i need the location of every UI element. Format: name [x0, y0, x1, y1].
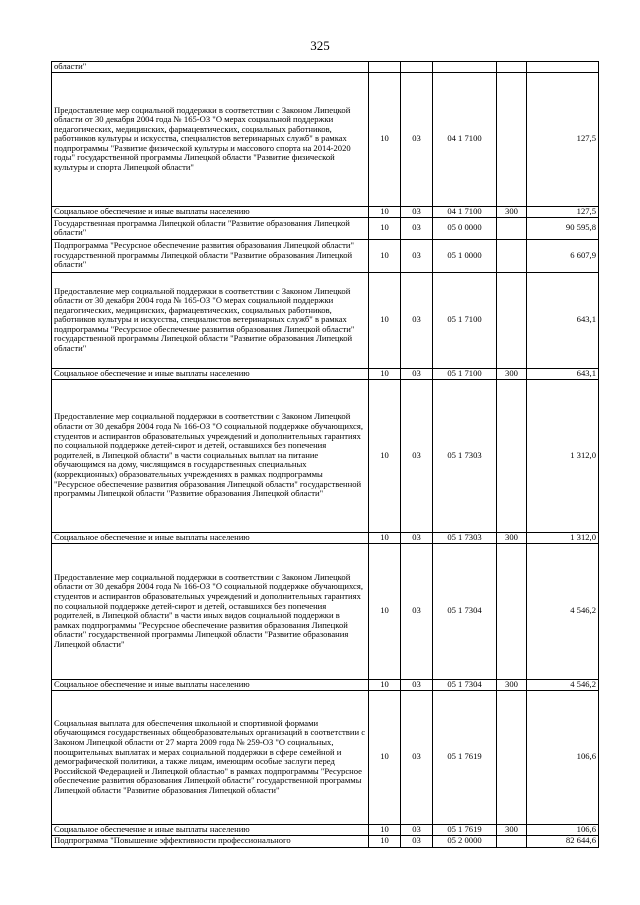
- row-amount-cell: 90 595,8: [527, 217, 599, 239]
- row-section-cell: 10: [369, 543, 401, 679]
- row-expense-type-cell: [497, 690, 527, 824]
- table-row: [52, 379, 599, 532]
- row-subsection-cell: 03: [401, 368, 433, 379]
- row-subsection-cell: 03: [401, 679, 433, 690]
- row-subsection-cell: 03: [401, 379, 433, 532]
- row-target-code-cell: 04 1 7100: [433, 206, 497, 217]
- row-amount-cell: 127,5: [527, 206, 599, 217]
- row-expense-type-cell: 300: [497, 532, 527, 543]
- table-row: [52, 679, 599, 690]
- row-name-cell: Предоставление мер социальной поддержки в соответствии с Законом Липецкой области от 30 декабря 2004 года № 166-ОЗ "О социальной поддержке обучающихся, студентов и аспирантов образовательных учреждений и дополнительных гарантиях по социальной поддержке детей-сирот и детей, оставшихся без попечения родителей, в Липецкой области" в части иных видов социальной поддержки в рамках подпрограммы "Ресурсное обеспечение развития образования Липецкой области" государственной программы Липецкой области "Развитие образования Липецкой области": [52, 543, 369, 679]
- row-target-code-cell: 05 1 7303: [433, 532, 497, 543]
- row-expense-type-cell: 300: [497, 368, 527, 379]
- row-target-code-cell: 05 1 7619: [433, 690, 497, 824]
- row-section-cell: [369, 62, 401, 73]
- row-expense-type-cell: [497, 543, 527, 679]
- row-target-code-cell: 05 1 7100: [433, 272, 497, 368]
- row-section-cell: 10: [369, 368, 401, 379]
- row-target-code-cell: 05 1 0000: [433, 239, 497, 272]
- row-target-code-cell: 04 1 7100: [433, 72, 497, 206]
- page-number: 325: [310, 38, 330, 53]
- row-amount-cell: 127,5: [527, 72, 599, 206]
- row-target-code-cell: 05 0 0000: [433, 217, 497, 239]
- table-row: [52, 272, 599, 368]
- row-section-cell: 10: [369, 206, 401, 217]
- table-row: [52, 368, 599, 379]
- row-expense-type-cell: [497, 272, 527, 368]
- row-amount-cell: 643,1: [527, 368, 599, 379]
- row-subsection-cell: 03: [401, 239, 433, 272]
- budget-table: [51, 61, 599, 848]
- row-expense-type-cell: 300: [497, 206, 527, 217]
- table-row: [52, 62, 599, 73]
- table-row: [52, 690, 599, 824]
- row-amount-cell: 106,6: [527, 824, 599, 835]
- row-subsection-cell: [401, 62, 433, 73]
- table-row: [52, 72, 599, 206]
- row-expense-type-cell: [497, 217, 527, 239]
- row-name-cell: Предоставление мер социальной поддержки в соответствии с Законом Липецкой области от 30 декабря 2004 года № 166-ОЗ "О социальной поддержке обучающихся, студентов и аспирантов образовательных учреждений и дополнительных гарантиях по социальной поддержке детей-сирот и детей, оставшихся без попечения родителей, в Липецкой области" в части социальных выплат на питание обучающимся на дому, числящимся в государственных специальных (коррекционных) образовательных учреждениях в рамках подпрограммы "Ресурсное обеспечение развития образования Липецкой области" государственной программы Липецкой области "Развитие образования Липецкой области": [52, 379, 369, 532]
- row-name-cell: Предоставление мер социальной поддержки в соответствии с Законом Липецкой области от 30 декабря 2004 года № 165-ОЗ "О мерах социальной поддержки педагогических, медицинских, фармацевтических, социальных работников, работников культуры и искусства, специалистов ветеринарных служб" в рамках подпрограммы "Ресурсное обеспечение развития образования Липецкой области" государственной программы Липецкой области "Развитие образования Липецкой области": [52, 272, 369, 368]
- row-name-cell: Государственная программа Липецкой области "Развитие образования Липецкой области": [52, 217, 369, 239]
- row-subsection-cell: 03: [401, 824, 433, 835]
- row-subsection-cell: 03: [401, 72, 433, 206]
- row-section-cell: 10: [369, 217, 401, 239]
- row-target-code-cell: 05 2 0000: [433, 835, 497, 847]
- budget-table-body: [52, 62, 599, 848]
- row-expense-type-cell: [497, 835, 527, 847]
- row-name-cell: Социальное обеспечение и иные выплаты населению: [52, 368, 369, 379]
- row-target-code-cell: 05 1 7619: [433, 824, 497, 835]
- row-expense-type-cell: 300: [497, 679, 527, 690]
- row-amount-cell: 6 607,9: [527, 239, 599, 272]
- row-expense-type-cell: [497, 379, 527, 532]
- table-row: [52, 239, 599, 272]
- table-row: [52, 543, 599, 679]
- row-section-cell: 10: [369, 272, 401, 368]
- row-subsection-cell: 03: [401, 217, 433, 239]
- row-name-cell: Подпрограмма "Повышение эффективности профессионального: [52, 835, 369, 847]
- row-name-cell: Подпрограмма "Ресурсное обеспечение развития образования Липецкой области" государственной программы Липецкой области "Развитие образования Липецкой области": [52, 239, 369, 272]
- row-section-cell: 10: [369, 824, 401, 835]
- row-target-code-cell: [433, 62, 497, 73]
- row-amount-cell: 643,1: [527, 272, 599, 368]
- row-amount-cell: 106,6: [527, 690, 599, 824]
- row-subsection-cell: 03: [401, 543, 433, 679]
- row-target-code-cell: 05 1 7100: [433, 368, 497, 379]
- row-subsection-cell: 03: [401, 835, 433, 847]
- row-section-cell: 10: [369, 72, 401, 206]
- row-target-code-cell: 05 1 7303: [433, 379, 497, 532]
- row-section-cell: 10: [369, 532, 401, 543]
- row-section-cell: 10: [369, 239, 401, 272]
- row-expense-type-cell: [497, 62, 527, 73]
- row-section-cell: 10: [369, 679, 401, 690]
- row-amount-cell: 82 644,6: [527, 835, 599, 847]
- row-amount-cell: 1 312,0: [527, 379, 599, 532]
- row-section-cell: 10: [369, 379, 401, 532]
- row-subsection-cell: 03: [401, 206, 433, 217]
- table-row: [52, 217, 599, 239]
- row-amount-cell: 4 546,2: [527, 543, 599, 679]
- row-amount-cell: 4 546,2: [527, 679, 599, 690]
- table-row: [52, 532, 599, 543]
- row-name-cell: Социальная выплата для обеспечения школьной и спортивной формами обучающимся государственных общеобразовательных организаций в соответствии с Законом Липецкой области от 27 марта 2009 года № 259-ОЗ "О социальных, поощрительных выплатах и мерах социальной поддержки в сфере семейной и демографической политики, а также лицам, имеющим особые заслуги перед Российской Федерацией и Липецкой областью" в рамках подпрограммы "Ресурсное обеспечение развития образования Липецкой области" государственной программы Липецкой области "Развитие образования Липецкой области": [52, 690, 369, 824]
- row-name-cell: Предоставление мер социальной поддержки в соответствии с Законом Липецкой области от 30 декабря 2004 года № 165-ОЗ "О мерах социальной поддержки педагогических, медицинских, фармацевтических, социальных работников, работников культуры и искусства, специалистов ветеринарных служб" в рамках подпрограммы "Развитие физической культуры и массового спорта на 2014-2020 годы" государственной программы Липецкой области "Развитие физической культуры и спорта Липецкой области": [52, 72, 369, 206]
- row-expense-type-cell: 300: [497, 824, 527, 835]
- row-name-cell: Социальное обеспечение и иные выплаты населению: [52, 532, 369, 543]
- row-target-code-cell: 05 1 7304: [433, 543, 497, 679]
- table-row: [52, 835, 599, 847]
- row-name-cell: Социальное обеспечение и иные выплаты населению: [52, 679, 369, 690]
- table-row: [52, 206, 599, 217]
- row-amount-cell: 1 312,0: [527, 532, 599, 543]
- row-section-cell: 10: [369, 690, 401, 824]
- row-subsection-cell: 03: [401, 272, 433, 368]
- row-name-cell: области": [52, 62, 369, 73]
- row-name-cell: Социальное обеспечение и иные выплаты населению: [52, 206, 369, 217]
- row-name-cell: Социальное обеспечение и иные выплаты населению: [52, 824, 369, 835]
- row-subsection-cell: 03: [401, 690, 433, 824]
- row-section-cell: 10: [369, 835, 401, 847]
- row-target-code-cell: 05 1 7304: [433, 679, 497, 690]
- table-row: [52, 824, 599, 835]
- row-expense-type-cell: [497, 72, 527, 206]
- row-expense-type-cell: [497, 239, 527, 272]
- row-amount-cell: [527, 62, 599, 73]
- row-subsection-cell: 03: [401, 532, 433, 543]
